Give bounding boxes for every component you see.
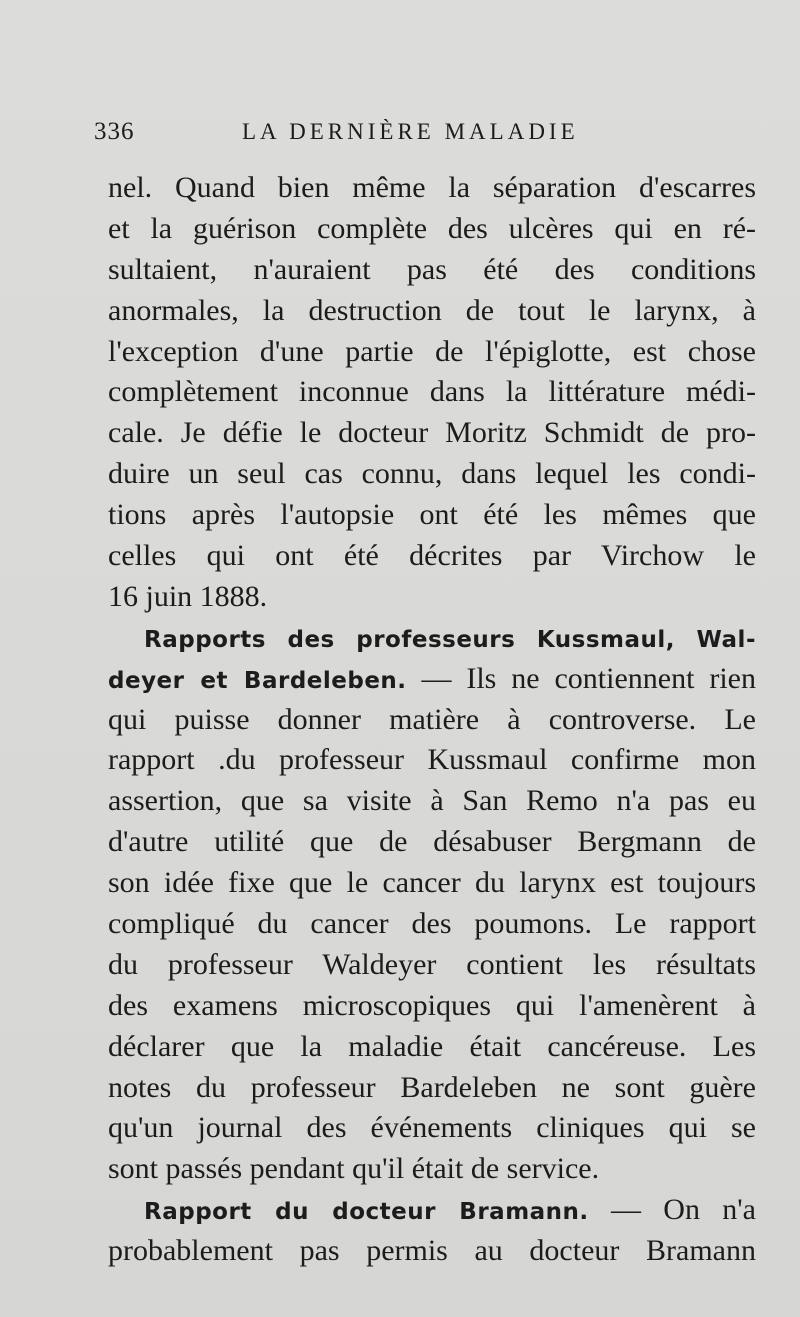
running-title: LA DERNIÈRE MALADIE bbox=[242, 119, 579, 144]
body-text bbox=[108, 168, 756, 1272]
text-line: et la guérison complète des ulcères qui en ré- bbox=[108, 211, 756, 245]
text-line: celles qui ont été décrites par Virchow le bbox=[108, 539, 756, 573]
text-run: — On n'a bbox=[588, 1193, 756, 1227]
text-line: qui puisse donner matière à controverse. Le bbox=[108, 702, 756, 736]
section-heading: Rapports des professeurs Kussmaul, Wal- bbox=[144, 626, 756, 653]
text-line: d'autre utilité que de désabuser Bergmann de bbox=[108, 825, 756, 859]
text-line: tions après l'autopsie ont été les mêmes que bbox=[108, 498, 756, 532]
text-line: sont passés pendant qu'il était de service. bbox=[108, 1152, 600, 1186]
text-line: cale. Je défie le docteur Moritz Schmidt de pro- bbox=[108, 416, 756, 450]
section-heading: Rapport du docteur Bramann. bbox=[144, 1199, 589, 1226]
text-line: compliqué du cancer des poumons. Le rapport bbox=[108, 907, 756, 941]
page-number: 336 bbox=[94, 118, 135, 145]
text-line: complètement inconnue dans la littérature médi- bbox=[108, 375, 756, 409]
text-line: 16 juin 1888. bbox=[108, 579, 268, 613]
text-run: — Ils ne contiennent rien bbox=[406, 661, 756, 695]
text-line: sultaient, n'auraient pas été des conditions bbox=[108, 252, 756, 286]
running-head bbox=[94, 118, 764, 158]
text-line: du professeur Waldeyer contient les résultats bbox=[108, 947, 756, 981]
text-line: déclarer que la maladie était cancéreuse. Les bbox=[108, 1029, 756, 1063]
text-line bbox=[108, 1190, 756, 1231]
text-line: son idée fixe que le cancer du larynx est toujours bbox=[108, 866, 756, 900]
text-line: notes du professeur Bardeleben ne sont guère bbox=[108, 1070, 756, 1104]
text-line: probablement pas permis au docteur Bramann bbox=[108, 1234, 756, 1268]
text-line: duire un seul cas connu, dans lequel les condi- bbox=[108, 457, 756, 491]
text-line: anormales, la destruction de tout le larynx, à bbox=[108, 293, 756, 327]
text-line: des examens microscopiques qui l'amenèrent à bbox=[108, 988, 756, 1022]
text-line bbox=[108, 659, 756, 700]
text-line: nel. Quand bien même la séparation d'escarres bbox=[108, 171, 756, 204]
text-line: qu'un journal des événements cliniques qui se bbox=[108, 1111, 756, 1145]
text-line: rapport .du professeur Kussmaul confirme mon bbox=[108, 743, 756, 777]
text-line: l'exception d'une partie de l'épiglotte, est chose bbox=[108, 334, 756, 368]
section-heading-line bbox=[108, 618, 756, 659]
text-line: assertion, que sa visite à San Remo n'a pas eu bbox=[108, 784, 756, 818]
section-heading: deyer et Bardeleben. bbox=[108, 667, 407, 694]
